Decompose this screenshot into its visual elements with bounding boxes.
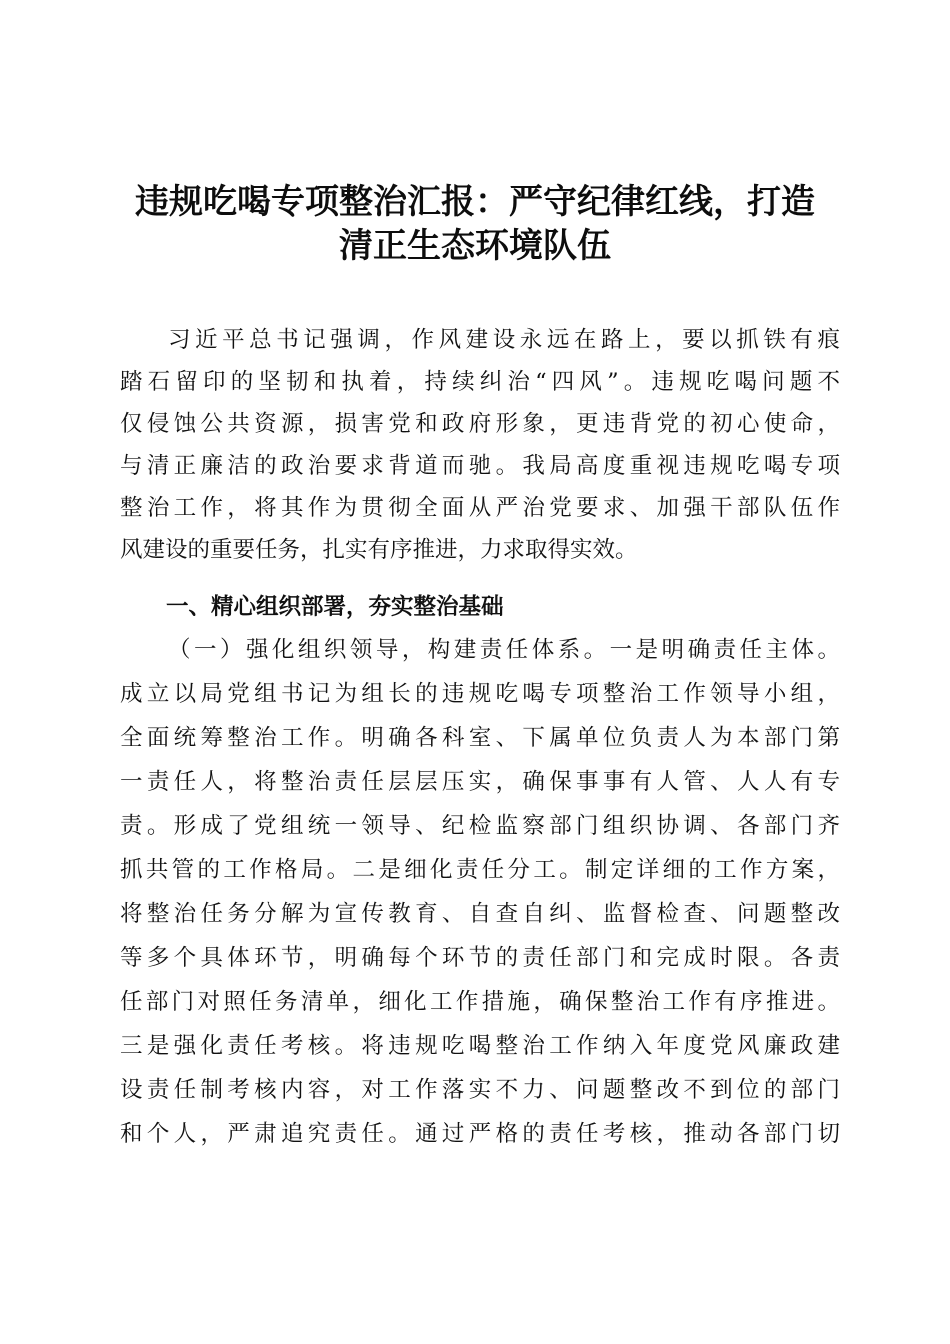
paragraph-line: 与清正廉洁的政治要求背道而驰。我局高度重视违规吃喝专项 [120, 453, 840, 479]
paragraph-line: 整治工作，将其作为贯彻全面从严治党要求、加强干部队伍作 [120, 495, 840, 521]
document-title-line-1: 违规吃喝专项整治汇报：严守纪律红线，打造 [135, 182, 815, 222]
paragraph-line: 设责任制考核内容，对工作落实不力、问题整改不到位的部门 [120, 1077, 840, 1103]
paragraph-line: 责。形成了党组统一领导、纪检监察部门组织协调、各部门齐 [120, 813, 840, 839]
paragraph-line: 仅侵蚀公共资源，损害党和政府形象，更违背党的初心使命， [120, 411, 840, 437]
paragraph-line: 抓共管的工作格局。二是细化责任分工。制定详细的工作方案， [120, 857, 840, 883]
section-heading: 一、精心组织部署，夯实整治基础 [166, 594, 504, 620]
paragraph-line: 一责任人，将整治责任层层压实，确保事事有人管、人人有专 [120, 769, 840, 795]
paragraph-line: 踏石留印的坚韧和执着，持续纠治“四风”。违规吃喝问题不 [120, 369, 840, 395]
paragraph-line: 将整治任务分解为宣传教育、自查自纠、监督检查、问题整改 [120, 901, 840, 927]
paragraph-line: 三是强化责任考核。将违规吃喝整治工作纳入年度党风廉政建 [120, 1033, 840, 1059]
paragraph-line: （一）强化组织领导，构建责任体系。一是明确责任主体。 [168, 637, 840, 663]
paragraph-line: 成立以局党组书记为组长的违规吃喝专项整治工作领导小组， [120, 681, 840, 707]
paragraph-line: 习近平总书记强调，作风建设永远在路上，要以抓铁有痕 [168, 327, 840, 353]
paragraph-line: 和个人，严肃追究责任。通过严格的责任考核，推动各部门切 [120, 1121, 840, 1147]
paragraph-line: 任部门对照任务清单，细化工作措施，确保整治工作有序推进。 [120, 989, 840, 1015]
paragraph-line: 风建设的重要任务，扎实有序推进，力求取得实效。 [120, 537, 638, 563]
paragraph-line: 等多个具体环节，明确每个环节的责任部门和完成时限。各责 [120, 945, 840, 971]
paragraph-line: 全面统筹整治工作。明确各科室、下属单位负责人为本部门第 [120, 725, 840, 751]
document-title-line-2: 清正生态环境队伍 [339, 226, 611, 266]
